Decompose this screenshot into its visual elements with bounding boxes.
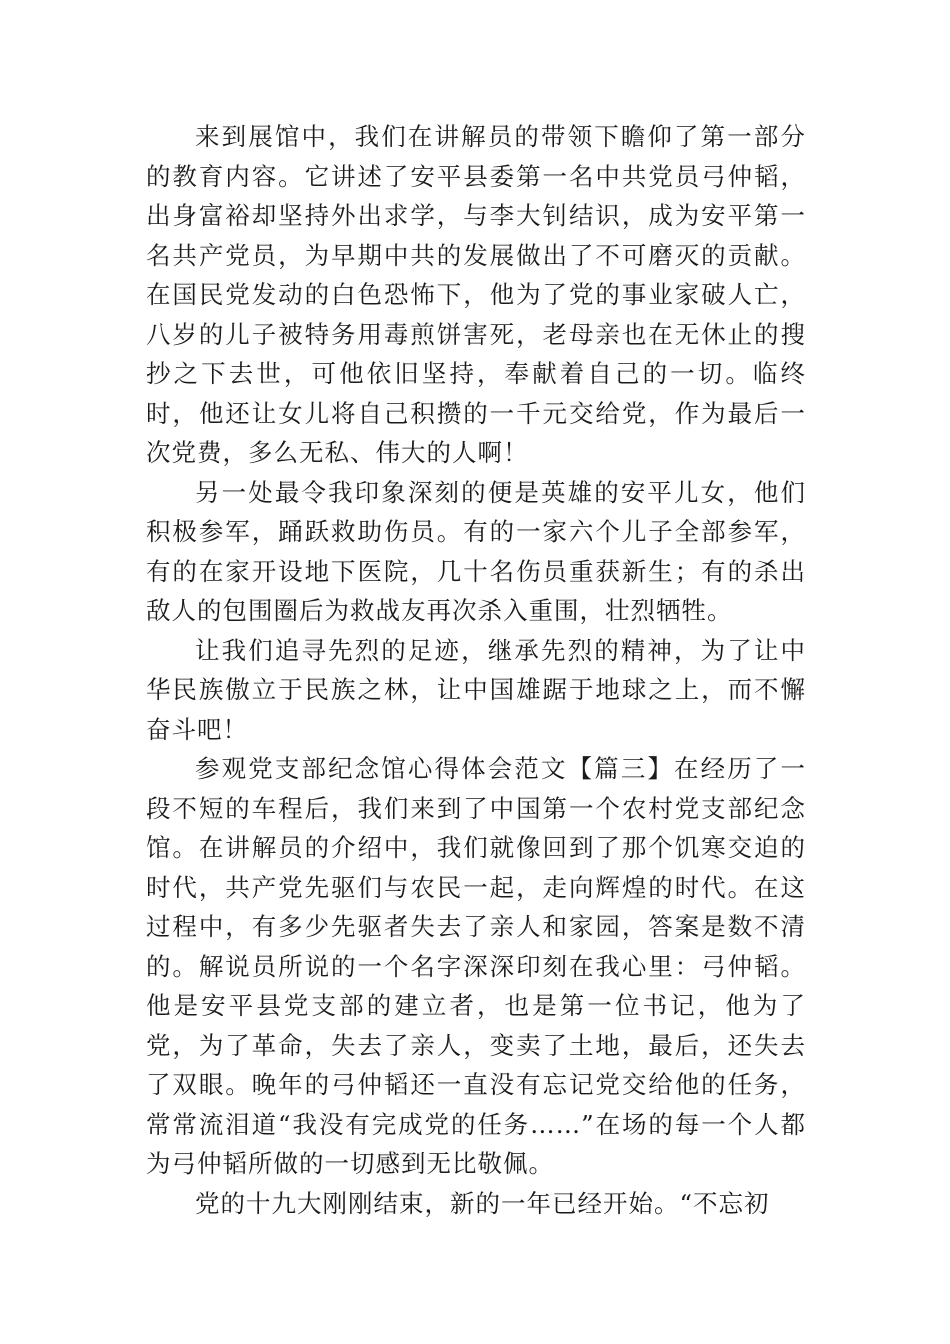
paragraph-nineteenth-congress: 党的十九大刚刚结束，新的一年已经开始。“不忘初 [195, 1188, 770, 1218]
document-body [146, 117, 806, 1223]
paragraph-call-to-action: 让我们追寻先烈的足迹，继承先烈的精神，为了让中华民族傲立于民族之林，让中国雄踞于地球之上，而不懈奋斗吧！ [146, 635, 806, 744]
paragraph-heroic-children: 另一处最令我印象深刻的便是英雄的安平儿女，他们积极参军，踊跃救助伤员。有的一家六个儿子全部参军，有的在家开设地下医院，几十名伤员重获新生；有的杀出敌人的包围圈后为救战友再次杀入重围，壮烈牺牲。 [146, 477, 806, 625]
paragraph-essay-part-three: 参观党支部纪念馆心得体会范文【篇三】在经历了一段不短的车程后，我们来到了中国第一个农村党支部纪念馆。在讲解员的介绍中，我们就像回到了那个饥寒交迫的时代，共产党先驱们与农民一起，走向辉煌的时代。在这过程中，有多少先驱者失去了亲人和家园，答案是数不清的。解说员所说的一个名字深深印刻在我心里：弓仲韬。他是安平县党支部的建立者，也是第一位书记，他为了党，为了革命，失去了亲人，变卖了土地，最后，还失去了双眼。晚年的弓仲韬还一直没有忘记党交给他的任务，常常流泪道“我没有完成党的任务……”在场的每一个人都为弓仲韬所做的一切感到无比敬佩。 [146, 754, 806, 1178]
paragraph-exhibition-intro: 来到展馆中，我们在讲解员的带领下瞻仰了第一部分的教育内容。它讲述了安平县委第一名中共党员弓仲韬，出身富裕却坚持外出求学，与李大钊结识，成为安平第一名共产党员，为早期中共的发展做出了不可磨灭的贡献。在国民党发动的白色恐怖下，他为了党的事业家破人亡，八岁的儿子被特务用毒煎饼害死，老母亲也在无休止的搜抄之下去世，可他依旧坚持，奉献着自己的一切。临终时，他还让女儿将自己积攒的一千元交给党，作为最后一次党费，多么无私、伟大的人啊！ [146, 122, 806, 467]
